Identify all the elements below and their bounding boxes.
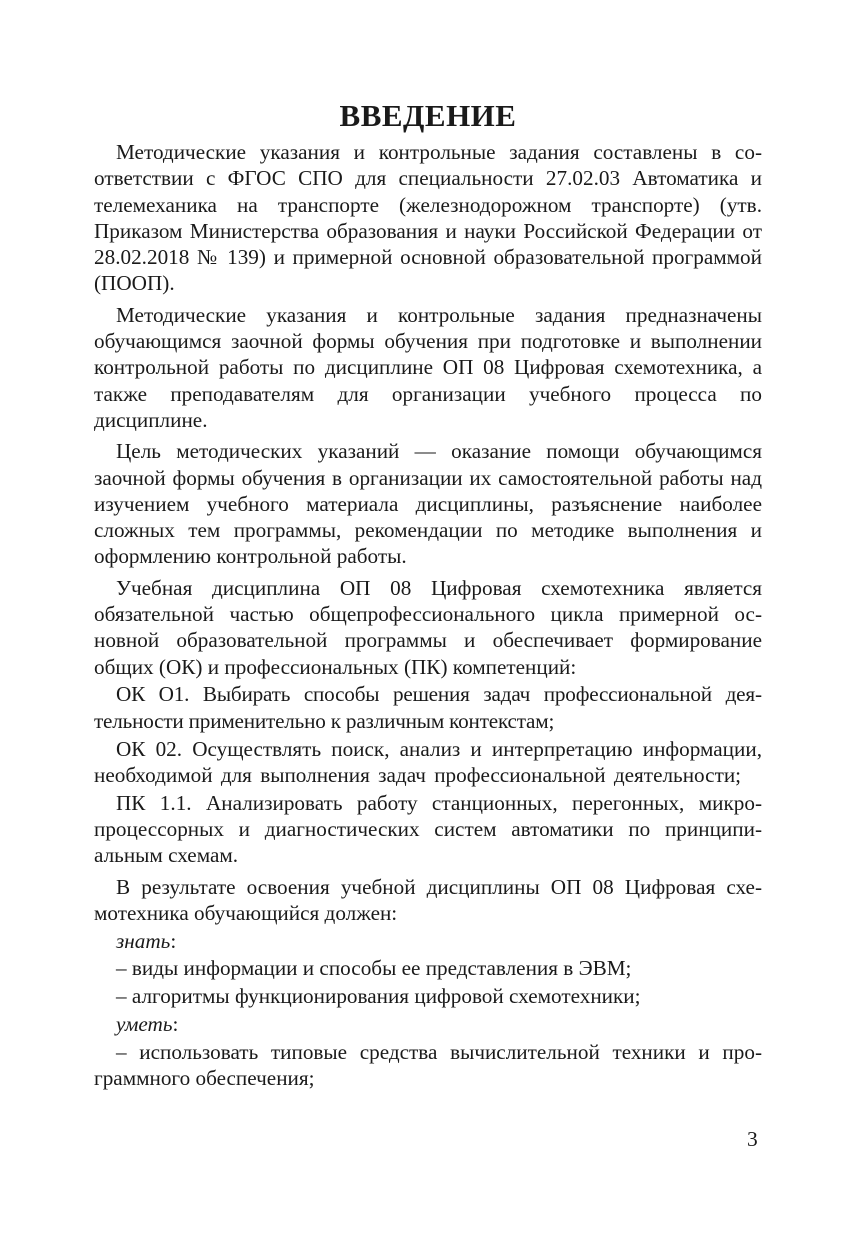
paragraph-purpose: Методические указания и контрольные задания предназначены обучающимся заочной формы обучения при подготовке и выполнении контрольной работы по дисциплине ОП 08 Цифровая схемотехника, а также преподавателям для организации учебного процесса по дисциплине. (94, 302, 762, 432)
can-label-line: уметь: (116, 1012, 179, 1036)
paragraph-intro: Методические указания и контрольные задания составлены в соответствии с ФГОС СПО для специальности 27.02.03 Автоматика и телемеханика на транспорте (железнодорожном транспорте) (утв. Приказом Министерства образования и науки Российской Федерации от 28.02.2018 № 139) и примерной основной образовательной программой (ПООП). (94, 140, 762, 296)
can-item: – использовать типовые средства вычислительной техники и программного обеспечения; (94, 1039, 762, 1091)
can-label: уметь (116, 1012, 173, 1036)
know-item: – алгоритмы функционирования цифровой схемотехники; (116, 984, 641, 1009)
know-item: – виды информации и способы ее представления в ЭВМ; (116, 956, 632, 981)
know-label: знать (116, 928, 171, 953)
paragraph-goal: Цель методических указаний — оказание помощи обучающимся заочной формы обучения в организации их самостоятельной работы над изучением учебного материала дисциплины, разъяснение наиболее сложных тем программы, рекомендации по методике выполнения и оформлению контрольной работы. (94, 439, 762, 569)
page-number: 3 (747, 1127, 758, 1151)
document-page (94, 96, 762, 1091)
paragraph-result: В результате освоения учебной дисциплины ОП 08 Цифровая схемотехника обучающийся должен: (94, 874, 762, 925)
know-label-line: знать: (116, 928, 177, 953)
paragraph-discipline: Учебная дисциплина ОП 08 Цифровая схемотехника является обязательной частью общепрофессионального цикла примерной основной образовательной программы и обеспечивает формирование общих (ОК) и профессиональных (ПК) компетенций: (94, 575, 762, 679)
paragraph-ok02: ОК 02. Осуществлять поиск, анализ и интерпретацию информации, необходимой для выполнения задач профессиональной деятельности; (94, 736, 762, 787)
page-title: ВВЕДЕНИЕ (339, 98, 517, 133)
paragraph-pk11: ПК 1.1. Анализировать работу станционных, перегонных, микропроцессорных и диагностических систем автоматики по принципиальным схемам. (94, 790, 762, 868)
paragraph-ok01: ОК О1. Выбирать способы решения задач профессиональной деятельности применительно к различным контекстам; (94, 682, 762, 733)
